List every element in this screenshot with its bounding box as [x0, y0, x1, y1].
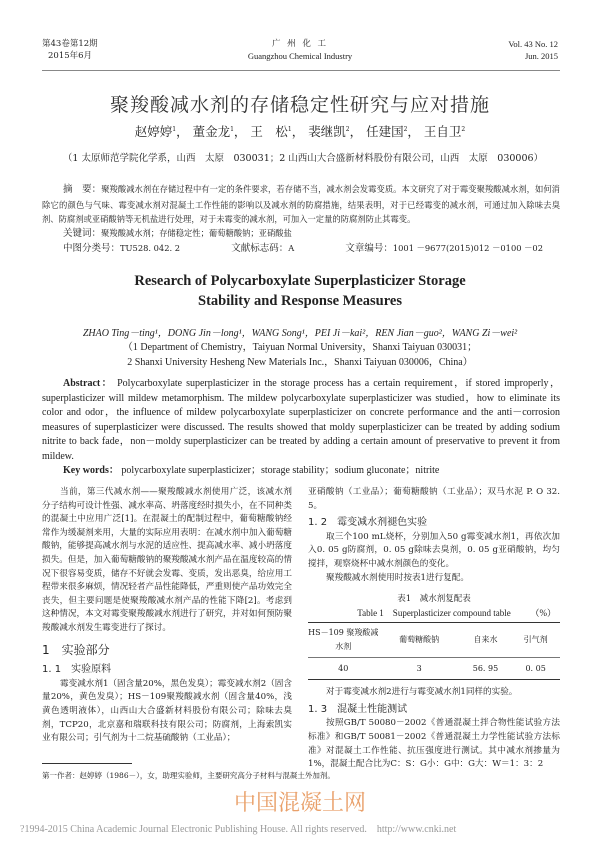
keywords-cn — [63, 225, 292, 239]
table-header: 葡萄糖酸钠 — [379, 623, 460, 657]
author: 王 松 — [250, 124, 288, 139]
affiliation-en-line: 2 Shanxi University Hesheng New Materials Inc.，Shanxi Taiyuan 030006，China） — [127, 357, 473, 368]
title-en — [0, 271, 600, 311]
materials-paragraph: 霉变减水剂1（固含量20%，黑色发臭）；霉变减水剂2（固含量20%，黄色发臭）；HS－109聚羧酸减水剂（固含量40%，浅黄色透明液体），山西山大合盛新材料股份有限公司；除味去臭剂，TCP20，北京嘉和瑞联科技有限公司；防腐剂，上海索凯实业有限公司；引气剂为十二烷基硫酸钠（工业品）； — [42, 678, 292, 744]
affiliation-en-line: （1 Department of Chemistry，Taiyuan Normal University，Shanxi Taiyuan 030031； — [122, 342, 478, 353]
paragraph: 取三个100 mL烧杯，分别加入50 g霉变减水剂1，再依次加入0. 05 g防腐剂，0. 05 g除味去臭剂，0. 05 g亚硝酸钠，均匀搅拌，观察烧杯中减水剂颜色的变化。 — [308, 531, 560, 569]
table-unit: （%） — [530, 607, 556, 618]
journal-cn: 广 州 化 工 — [271, 39, 329, 49]
header-rule — [42, 70, 560, 71]
clc — [63, 240, 180, 254]
table-caption-en-row — [308, 607, 560, 621]
title-cn: 聚羧酸减水剂的存储稳定性研究与应对措施 — [109, 94, 490, 116]
table-caption-cn: 表1 减水剂复配表 — [397, 594, 471, 605]
footnote: 第一作者：赵婷婷（1986－），女，助理实验师，主要研究高分子材料与混凝土外加剂。 — [42, 771, 335, 780]
materials-continued: 亚硝酸钠（工业品）；葡萄糖酸钠（工业品）；双马水泥 P. O 32. 5。 — [308, 487, 560, 511]
compound-table — [308, 622, 560, 680]
author: 王自卫 — [423, 124, 462, 139]
authors-cn: 赵婷婷$^1$， 董金龙$^1$， 王 松$^1$， 裴继凯$^2$， 任建国$^2$， 王自卫$^2$ — [134, 124, 466, 139]
abstract-cn — [42, 182, 560, 227]
table-cell: 40 — [308, 657, 379, 680]
journal-en: Guangzhou Chemical Industry — [247, 51, 353, 61]
author-sup: 2 — [345, 125, 350, 133]
table-cell: 0. 05 — [511, 657, 560, 680]
article-no — [345, 240, 543, 254]
author-sup: 1 — [230, 125, 234, 133]
clc-label: 中图分类号： — [63, 243, 121, 254]
footnote-rule — [42, 763, 132, 764]
keywords-en-label: Key words： — [63, 465, 119, 476]
subsection-heading: 1. 2 霉变减水剂褪色实验 — [308, 517, 428, 529]
author: 董金龙 — [192, 124, 231, 139]
table-header: 引气剂 — [511, 623, 560, 657]
author-sup: 2 — [403, 125, 408, 133]
table-header: 自来水 — [460, 623, 512, 657]
abstract-en-text: Polycarboxylate superplasticizer in the storage process has a certain requirement，if stored improperly，superplasticizer will mildew metamorphism. The mildew polycarboxylate superplasticizer was studied，how to eliminate its color and odor，the influence of mildew polycarboxylate superplasticizer on concrete performance and the anti－corrosion measures of superplasticizer were discussed. The results showed that moldy superplasticizer can be treated by adding sodium nitrite to back fade，non－moldy superplasticizer can be treated by adding a certain amount of preservative to prevent it from mildew. — [42, 378, 561, 462]
classification — [63, 240, 543, 254]
table-row — [308, 657, 560, 680]
table-cell: 3 — [379, 657, 460, 680]
keywords-text: 聚羧酸减水剂；存储稳定性；葡萄糖酸钠；亚硝酸盐 — [101, 228, 292, 238]
abstract-text: 聚羧酸减水剂在存储过程中有一定的条件要求，若存储不当，减水剂会发霉变质。本文研究了对于霉变聚羧酸减水剂，如何消除它的颜色与气味、霉变减水剂对混凝土工作性能的影响以及减水剂的防腐措施，结果表明，对于已经霉变的减水剂，可通过加入除味去臭剂、防腐剂或亚硝酸钠等无机盐进行处理，对于未霉变的减水剂，可加入一定量的防腐剂防止其霉变。 — [42, 184, 560, 224]
paragraph: 按照GB/T 50080－2002《普通混凝土拌合物性能试验方法标准》和GB/T 50081－2002《普通混凝土力学性能试验方法标准》对混凝土工作性能、抗压强度进行测试。其中减水剂掺量为1%，混凝土配合比为C：S：G小：G中：G大：W＝1：3：2 — [308, 718, 560, 770]
keywords-en-text: polycarboxylate superplasticizer；storage stability；sodium gluconate；nitrite — [121, 465, 440, 476]
keywords-label: 关键词： — [63, 228, 102, 239]
keywords-en — [63, 461, 439, 476]
paragraph: 聚羧酸减水剂使用时按表1进行复配。 — [326, 572, 469, 583]
abstract-en — [42, 377, 560, 465]
intro-paragraph: 当前，第三代减水剂——聚羧酸减水剂使用广泛，该减水剂分子结构可设计性强、减水率高、坍落度经时损失小，在不同种类的混凝土中应用广泛[1]。在混凝土的配制过程中，葡萄糖酸钠经常作为缓凝剂来用，大量的实际应用表明：在减水剂中加入葡萄糖酸钠，能够提高减水剂与水泥的适应性、提高减水率、减小坍落度损失。但是，加入葡萄糖酸钠的聚羧酸减水剂产品在温度较高的情况下很容易变质，储存不好就会发霉、变质，发出恶臭，给应用工程带来很多麻烦，情况轻者产品性能降低，严重则使产品功效完全丧失，但主要问题是使聚羧酸减水剂产品的性能下降[2]。考虑到这种情况，本文对霉变聚羧酸减水剂进行了研究，并对如何预防聚羧酸减水剂发生霉变进行了探讨。 — [42, 487, 292, 633]
article-value: 1001 －9677(2015)012 －0100 －02 — [392, 243, 543, 253]
author-sup: 2 — [461, 125, 466, 133]
title-en-line: Stability and Response Measures — [198, 293, 402, 309]
affiliation-en — [0, 340, 600, 370]
subsection-heading: 1. 1 实验原料 — [42, 664, 112, 676]
abstract-en-label: Abstract： — [63, 378, 114, 389]
article-label: 文章编号： — [345, 243, 393, 254]
table-header-row — [308, 623, 560, 657]
doc-label: 文献标志码： — [231, 243, 289, 254]
doc-value: A — [288, 243, 295, 253]
right-column — [308, 486, 560, 772]
authors-en: ZHAO Ting－ting¹，DONG Jin－long¹，WANG Song¹，PEI Ji－kai²，REN Jian－guo²，WANG Zi－wei² — [82, 328, 518, 339]
date-en: Jun. 2015 — [524, 51, 558, 61]
clc-value: TU528. 042. 2 — [120, 243, 181, 253]
header-volume-en — [508, 38, 558, 62]
left-column — [42, 486, 292, 746]
table-cell: 56. 95 — [460, 657, 512, 680]
abstract-label: 摘 要： — [63, 184, 102, 195]
volume-cn: 第43卷第12期 — [42, 39, 98, 49]
author-sup: 1 — [287, 125, 292, 133]
doc-code — [231, 240, 294, 254]
copyright: ?1994-2015 China Academic Journal Electronic Publishing House. All rights reserved. http://www.cnki.net — [20, 824, 457, 835]
author-sup: 1 — [172, 125, 177, 133]
table-header: HS－109 聚羧酸减水剂 — [308, 623, 379, 657]
author: 赵婷婷 — [134, 124, 173, 139]
title-en-line: Research of Polycarboxylate Superplasticizer Storage — [134, 273, 466, 289]
affiliation-cn: （1 太原师范学院化学系，山西 太原 030031；2 山西山大合盛新材料股份有限公司，山西 太原 030006） — [62, 153, 544, 164]
volume-en: Vol. 43 No. 12 — [508, 39, 558, 49]
table-caption-en: Table 1 Superplasticizer compound table — [357, 607, 511, 618]
subsection-heading: 1. 3 混凝土性能测试 — [308, 703, 408, 715]
author: 任建国 — [366, 124, 404, 139]
section-heading: 1 实验部分 — [42, 642, 110, 657]
date-cn: 2015年6月 — [48, 51, 93, 61]
author: 裴继凯 — [308, 124, 346, 139]
watermark: 中国混凝土网 — [233, 791, 366, 816]
paragraph: 对于霉变减水剂2进行与霉变减水剂1同样的实验。 — [326, 687, 518, 698]
